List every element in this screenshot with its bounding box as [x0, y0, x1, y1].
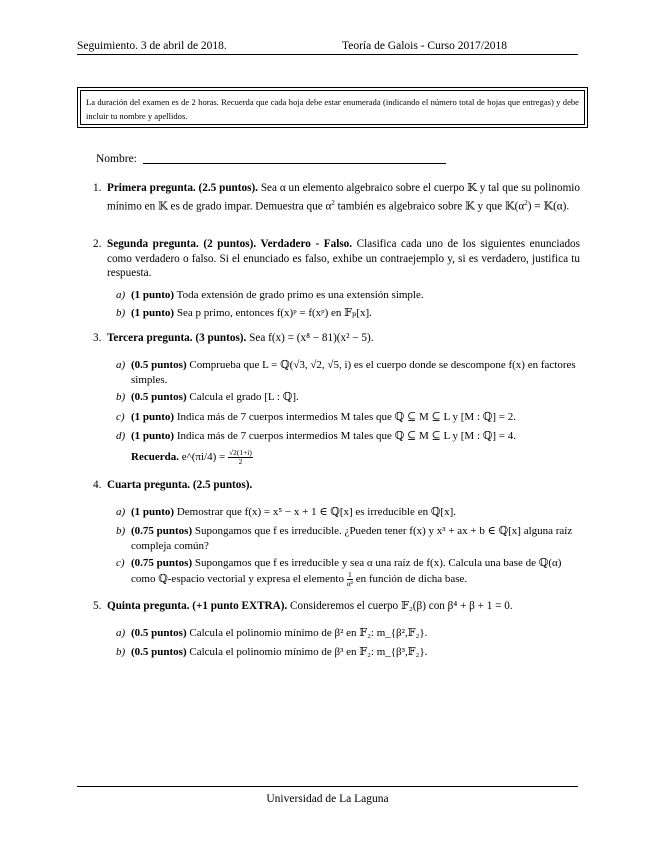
- footer: Universidad de La Laguna: [266, 793, 389, 805]
- question-5b-label: b): [116, 646, 126, 658]
- question-3-hint-fraction: [228, 449, 253, 466]
- question-3-title: Tercera pregunta. (3 puntos).: [107, 332, 247, 344]
- question-1-number: 1.: [93, 182, 102, 194]
- question-5-title: Quinta pregunta. (+1 punto EXTRA).: [107, 600, 288, 612]
- question-4b-points: (0.75 puntos): [131, 525, 193, 537]
- question-3-hint-numerator: √2(1+i): [228, 448, 252, 457]
- question-2b-points: (1 punto): [131, 307, 175, 319]
- question-5b: [116, 645, 582, 660]
- question-1-text-a: Sea α un elemento algebraico sobre el cuerpo 𝕂 y tal que su polinomio mínimo en 𝕂 es de grado impar. Demuestra que α: [107, 182, 580, 213]
- question-1: 1. Primera pregunta. (2.5 puntos). Sea α un elemento algebraico sobre el cuerpo 𝕂 y tal que su polinomio mínimo en 𝕂 es de grado impar. Demuestra que $\alpha^2$ también es algebraico sobre 𝕂 y que $𝕂(\alpha^2)$ = 𝕂(α).: [93, 182, 580, 213]
- question-5: [93, 599, 580, 614]
- question-3a-points: (0.5 puntos): [131, 359, 187, 371]
- question-3a: [116, 358, 582, 387]
- question-5b-points: (0.5 puntos): [131, 646, 187, 658]
- question-4a: [116, 505, 582, 520]
- question-3d-text: Indica más de 7 cuerpos intermedios M tales que ℚ ⊆ M ⊆ L y [M : ℚ] = 4.: [174, 430, 516, 442]
- question-3d-label: d): [116, 430, 126, 442]
- question-3: [93, 331, 580, 346]
- header-right: Teoría de Galois - Curso 2017/2018: [342, 40, 507, 52]
- question-3-number: 3.: [93, 332, 102, 344]
- question-2-number: 2.: [93, 238, 102, 250]
- question-2-text: Clasifica cada uno de los siguientes enunciados como verdadero o falso. Si el enunciado es falso, exhibe un contraejemplo y, si es verdadero, justifica tu respuesta.: [107, 238, 580, 280]
- question-4c: [116, 556, 582, 588]
- question-4b-text: Supongamos que f es irreducible. ¿Pueden tener f(x) y x³ + ax + b ∈ ℚ[x] alguna raíz compleja común?: [131, 525, 573, 552]
- question-3-hint-lhs: e^(πi/4) =: [178, 451, 228, 464]
- question-3-text: Sea f(x) = (x⁸ − 81)(x² − 5).: [246, 332, 374, 344]
- notice-box: [77, 87, 588, 128]
- question-2a-points: (1 punto): [131, 289, 175, 301]
- question-2a-label: a): [116, 289, 126, 301]
- question-2: [93, 237, 580, 281]
- question-4: [93, 478, 580, 493]
- question-3c-label: c): [116, 411, 125, 423]
- question-3b-label: b): [116, 391, 126, 403]
- question-5a-label: a): [116, 627, 126, 639]
- question-1-text-c: ) = 𝕂(α).: [527, 200, 570, 213]
- name-line: [143, 163, 446, 164]
- question-3d-points: (1 punto): [131, 430, 175, 442]
- question-3b: [116, 390, 582, 405]
- question-1-text-b: también es algebraico sobre 𝕂 y que 𝕂(α: [334, 200, 525, 213]
- question-4c-numerator: 1: [347, 569, 352, 579]
- question-2a-text: Toda extensión de grado primo es una extensión simple.: [174, 289, 424, 301]
- question-2-title: Segunda pregunta. (2 puntos). Verdadero - Falso.: [107, 238, 353, 250]
- question-5-number: 5.: [93, 600, 102, 612]
- question-2b-text: Sea p primo, entonces f(x)ᵖ = f(xᵖ) en 𝔽ₚ[x].: [174, 307, 372, 319]
- question-4a-text: Demostrar que f(x) = x⁵ − x + 1 ∈ ℚ[x] es irreducible en ℚ[x].: [174, 506, 456, 518]
- question-3b-points: (0.5 puntos): [131, 391, 187, 403]
- question-3-hint-denominator: 2: [238, 457, 243, 466]
- header-rule: [77, 54, 578, 55]
- question-5b-text: Calcula el polinomio mínimo de β³ en 𝔽₂: m_{β³,𝔽₂}.: [186, 646, 428, 658]
- question-2b: [116, 306, 582, 321]
- header-left: Seguimiento. 3 de abril de 2018.: [77, 40, 227, 52]
- question-5a-points: (0.5 puntos): [131, 627, 187, 639]
- question-4-number: 4.: [93, 479, 102, 491]
- question-4c-label: c): [116, 557, 125, 569]
- question-4c-points: (0.75 puntos): [131, 557, 193, 569]
- question-3d: [116, 429, 582, 444]
- question-5a-text: Calcula el polinomio mínimo de β² en 𝔽₂: m_{β²,𝔽₂}.: [186, 627, 428, 639]
- question-4-title: Cuarta pregunta. (2.5 puntos).: [107, 479, 253, 491]
- question-4b: [116, 524, 582, 553]
- question-1-title: Primera pregunta. (2.5 puntos).: [107, 182, 258, 194]
- question-4a-points: (1 punto): [131, 506, 175, 518]
- question-3c-points: (1 punto): [131, 411, 175, 423]
- footer-rule: [77, 786, 578, 787]
- name-label: Nombre:: [96, 153, 137, 165]
- notice-text: La duración del examen es de 2 horas. Recuerda que cada hoja debe estar enumerada (indicando el número total de hojas que entregas) y debe incluir tu nombre y apellidos.: [80, 90, 585, 125]
- question-3c-text: Indica más de 7 cuerpos intermedios M tales que ℚ ⊆ M ⊆ L y [M : ℚ] = 2.: [174, 411, 516, 423]
- question-2b-label: b): [116, 307, 126, 319]
- question-3c: [116, 410, 582, 425]
- question-4a-label: a): [116, 506, 126, 518]
- question-2a: [116, 288, 582, 303]
- question-5-text: Consideremos el cuerpo 𝔽₂(β) con β⁴ + β + 1 = 0.: [287, 600, 513, 612]
- question-4c-text-b: en función de dicha base.: [352, 572, 468, 585]
- question-3a-text: Comprueba que L = ℚ(√3, √2, √5, i) es el cuerpo donde se descompone f(x) en factores simples.: [131, 359, 576, 386]
- question-5a: [116, 626, 582, 641]
- question-4c-text-a: Supongamos que f es irreducible y sea α una raíz de f(x). Calcula una base de ℚ(α) como ℚ-espacio vectorial y expresa el elemento: [131, 557, 562, 585]
- question-3a-label: a): [116, 359, 126, 371]
- question-4b-label: b): [116, 525, 126, 537]
- question-3-hint: [116, 449, 582, 466]
- question-4c-denominator: α²: [346, 578, 353, 588]
- question-3-hint-label: Recuerda.: [131, 451, 179, 464]
- question-3b-text: Calcula el grado [L : ℚ].: [186, 391, 299, 403]
